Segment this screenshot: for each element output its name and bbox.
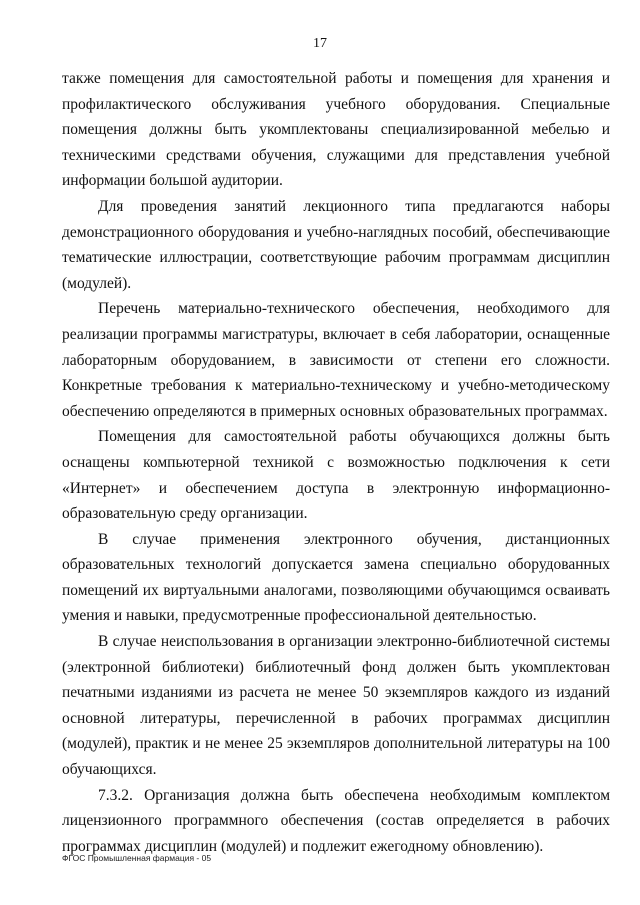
- paragraph-material-support: Перечень материально-технического обеспечения, необходимого для реализации программы магистратуры, включает в себя лаборатории, оснащенные лабораторным оборудованием, в зависимости от степени его сложности. Конкретные требования к материально-техническому и учебно-методическому обеспечению определяются в примерных основных образовательных программах.: [62, 300, 610, 420]
- footer-note: ФГОС Промышленная фармация - 05: [62, 853, 212, 863]
- document-body: [62, 66, 610, 859]
- paragraph-e-learning: В случае применения электронного обучения, дистанционных образовательных технологий допускается замена специально оборудованных помещений их виртуальными аналогами, позволяющими обучающимся осваивать умения и навыки, предусмотренные профессиональной деятельностью.: [62, 530, 610, 625]
- paragraph-7-3-2: 7.3.2. Организация должна быть обеспечена необходимым комплектом лицензионного программного обеспечения (состав определяется в рабочих программах дисциплин (модулей) и подлежит ежегодному обновлению).: [62, 786, 610, 855]
- paragraph-lecture-equipment: Для проведения занятий лекционного типа предлагаются наборы демонстрационного оборудования и учебно-наглядных пособий, обеспечивающие тематические иллюстрации, соответствующие рабочим программам дисциплин (модулей).: [62, 197, 610, 292]
- page-number: 17: [313, 36, 327, 51]
- paragraph-library-fund: В случае неиспользования в организации электронно-библиотечной системы (электронной библиотеки) библиотечный фонд должен быть укомплектован печатными изданиями из расчета не менее 50 экземпляров каждого из изданий основной литературы, перечисленной в рабочих программах дисциплин (модулей), практик и не менее 25 экземпляров дополнительной литературы на 100 обучающихся.: [62, 633, 610, 779]
- paragraph-self-study-rooms: Помещения для самостоятельной работы обучающихся должны быть оснащены компьютерной техникой с возможностью подключения к сети «Интернет» и обеспечением доступа в электронную информационно-образовательную среду организации.: [62, 428, 610, 523]
- paragraph-continuation: также помещения для самостоятельной работы и помещения для хранения и профилактического обслуживания учебного оборудования. Специальные помещения должны быть укомплектованы специализированной мебелью и техническими средствами обучения, служащими для представления учебной информации большой аудитории.: [62, 70, 610, 190]
